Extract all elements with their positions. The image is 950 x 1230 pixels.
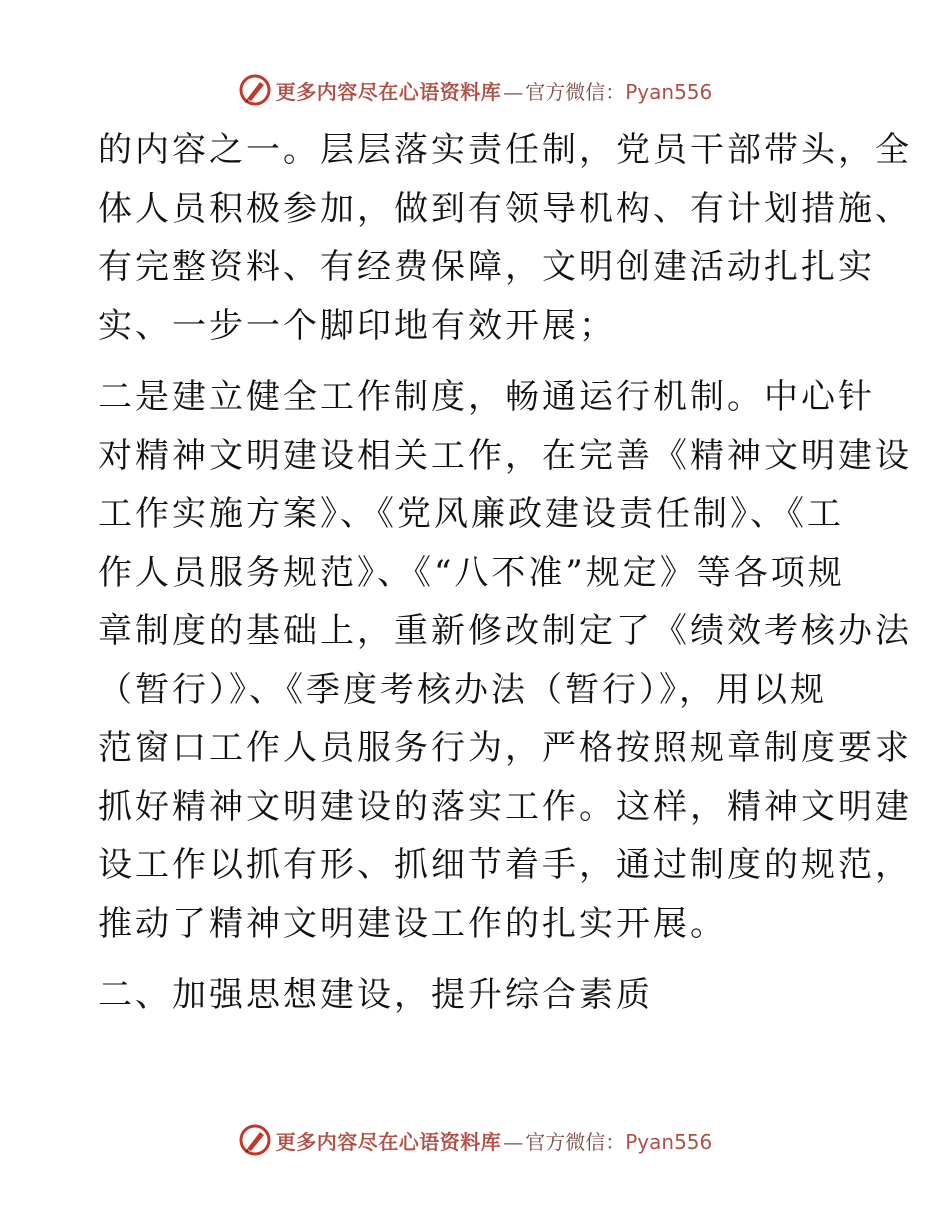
section-heading	[98, 966, 858, 1025]
paragraph-1	[98, 121, 912, 355]
footer-wechat-id: Pyan556	[625, 1129, 713, 1154]
paragraph-line: 抓好精神文明建设的落实工作。这样，精神文明建	[98, 786, 912, 827]
footer-dash: —	[503, 1129, 524, 1154]
footer-text-sub: 官方微信：	[525, 1129, 626, 1154]
paragraph-line: 推动了精神文明建设工作的扎实开展。	[98, 903, 727, 944]
paragraph-line: 作人员服务规范》、《“八不准”规定》等各项规	[98, 552, 845, 593]
paragraph-line: 二是建立健全工作制度，畅通运行机制。中心针	[98, 377, 875, 417]
header-banner	[0, 70, 950, 110]
header-dash: —	[503, 79, 524, 104]
footer-banner	[0, 1120, 950, 1160]
paragraph-line: 设工作以抓有形、抓细节着手，通过制度的规范，	[98, 845, 912, 885]
footer-text-main: 更多内容尽在心语资料库	[275, 1129, 502, 1154]
header-wechat-id: Pyan556	[625, 79, 713, 104]
paragraph-2	[98, 368, 912, 953]
paragraph-line: 实、一步一个脚印地有效开展；	[98, 305, 616, 346]
paragraph-line: 对精神文明建设相关工作，在完善《精神文明建设	[98, 435, 912, 476]
pen-logo-icon	[238, 1123, 272, 1157]
paragraph-line: 范窗口工作人员服务行为，严格按照规章制度要求	[98, 728, 912, 768]
paragraph-line: 有完整资料、有经费保障，文明创建活动扎扎实	[98, 247, 875, 287]
section-heading-text: 二、加强思想建设，提升综合素质	[98, 975, 653, 1015]
header-text-sub: 官方微信：	[525, 79, 626, 104]
header-text-main: 更多内容尽在心语资料库	[275, 79, 502, 104]
paragraph-line: 体人员积极参加，做到有领导机构、有计划措施、	[98, 188, 912, 229]
paragraph-line: 工作实施方案》、《党风廉政建设责任制》、《工	[98, 494, 844, 534]
pen-logo-icon	[238, 73, 272, 107]
paragraph-line: 的内容之一。层层落实责任制，党员干部带头，全	[98, 130, 912, 170]
paragraph-line: （暂行）》、《季度考核办法（暂行）》，用以规	[98, 669, 827, 710]
paragraph-line: 章制度的基础上，重新修改制定了《绩效考核办法	[98, 611, 912, 651]
